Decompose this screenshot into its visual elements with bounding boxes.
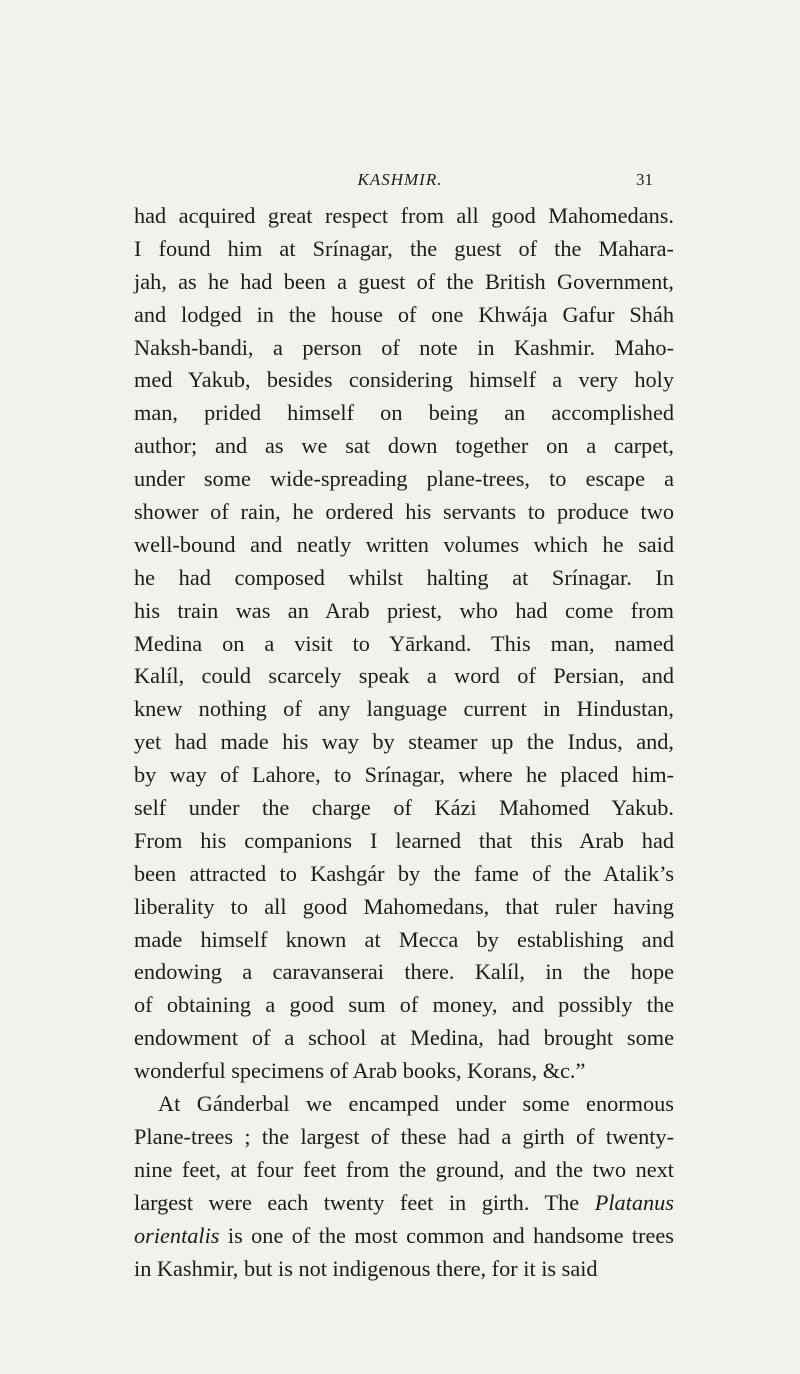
text-segment: largest were each twenty feet in girth. The	[134, 1189, 580, 1215]
text-line: shower of rain, he ordered his servants to produce two	[134, 499, 674, 525]
body-text	[134, 200, 674, 1285]
text-line: self under the charge of Kázi Mahomed Yakub.	[134, 795, 674, 821]
text-line: his train was an Arab priest, who had come from	[134, 597, 674, 623]
text-line: endowment of a school at Medina, had brought some	[134, 1025, 674, 1051]
text-line: From his companions I learned that this Arab had	[134, 827, 674, 853]
text-line: of obtaining a good sum of money, and possibly the	[134, 992, 674, 1018]
text-line: Medina on a visit to Yārkand. This man, named	[134, 630, 674, 656]
text-line-paragraph-start: At Gánderbal we encamped under some enormous	[158, 1091, 674, 1117]
text-line: yet had made his way by steamer up the Indus, and,	[134, 729, 674, 755]
text-segment: is one of the most common and handsome trees	[219, 1222, 674, 1248]
text-line: Plane-trees ; the largest of these had a girth of twenty-	[134, 1123, 674, 1149]
text-line: and lodged in the house of one Khwája Gafur Sháh	[134, 301, 674, 327]
running-head	[0, 170, 800, 196]
text-line-with-italic	[134, 1220, 674, 1253]
text-line: jah, as he had been a guest of the British Government,	[134, 268, 674, 294]
running-title: KASHMIR.	[357, 170, 443, 189]
text-line: had acquired great respect from all good Mahomedans.	[134, 203, 674, 228]
text-line: Naksh-bandi, a person of note in Kashmir. Maho-	[134, 334, 674, 360]
text-line: under some wide-spreading plane-trees, to escape a	[134, 466, 674, 492]
text-line: in Kashmir, but is not indigenous there, for it is said	[134, 1255, 598, 1281]
text-line: he had composed whilst halting at Srínagar. In	[134, 564, 674, 590]
text-line: by way of Lahore, to Srínagar, where he placed him-	[134, 762, 674, 788]
text-line: Kalíl, could scarcely speak a word of Persian, and	[134, 663, 674, 689]
page-number: 31	[636, 170, 653, 189]
text-line: well-bound and neatly written volumes which he said	[134, 531, 674, 557]
text-line: I found him at Srínagar, the guest of the Mahara-	[134, 235, 674, 261]
text-line: med Yakub, besides considering himself a very holy	[134, 367, 674, 393]
text-line: knew nothing of any language current in Hindustan,	[134, 696, 674, 722]
text-line: endowing a caravanserai there. Kalíl, in the hope	[134, 959, 674, 985]
text-line: wonderful specimens of Arab books, Korans, &c.”	[134, 1058, 586, 1084]
text-line: made himself known at Mecca by establishing and	[134, 926, 674, 952]
text-line-with-italic	[134, 1187, 674, 1220]
italic-term: orientalis	[134, 1222, 220, 1248]
text-line: author; and as we sat down together on a carpet,	[134, 433, 674, 459]
text-line: nine feet, at four feet from the ground, and the two next	[134, 1156, 674, 1182]
text-line: been attracted to Kashgár by the fame of the Atalik’s	[134, 860, 674, 886]
italic-term: Platanus	[594, 1189, 674, 1215]
text-line: liberality to all good Mahomedans, that ruler having	[134, 893, 674, 919]
text-line: man, prided himself on being an accomplished	[134, 400, 674, 426]
